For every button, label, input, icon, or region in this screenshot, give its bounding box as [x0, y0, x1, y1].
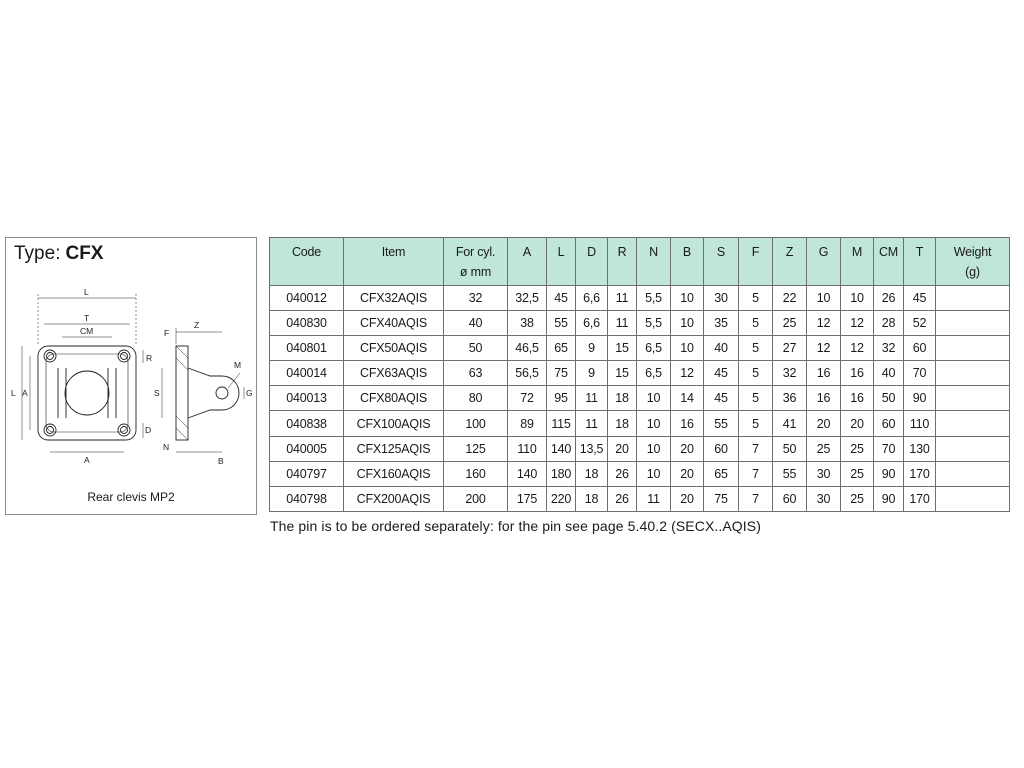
table-cell: 15: [608, 361, 637, 386]
table-cell: [936, 386, 1010, 411]
table-cell: 5: [739, 336, 773, 361]
table-cell: 040830: [270, 311, 344, 336]
table-cell: CFX80AQIS: [344, 386, 444, 411]
table-cell: 16: [841, 361, 874, 386]
table-cell: 32,5: [508, 286, 547, 311]
table-cell: 15: [608, 336, 637, 361]
table-cell: 10: [637, 411, 671, 436]
table-cell: 6,6: [576, 311, 608, 336]
table-cell: 11: [637, 486, 671, 511]
table-cell: 46,5: [508, 336, 547, 361]
table-cell: 140: [547, 436, 576, 461]
column-header: [773, 238, 807, 286]
table-cell: 55: [547, 311, 576, 336]
type-title: [14, 243, 103, 265]
table-cell: 30: [704, 286, 739, 311]
table-cell: 16: [671, 411, 704, 436]
drawing-caption: Rear clevis MP2: [87, 490, 175, 504]
table-cell: 12: [807, 311, 841, 336]
table-cell: 040838: [270, 411, 344, 436]
table-cell: 30: [807, 486, 841, 511]
table-cell: 10: [671, 336, 704, 361]
table-cell: 25: [841, 461, 874, 486]
table-cell: 140: [508, 461, 547, 486]
table-cell: 110: [508, 436, 547, 461]
dim-label-z: Z: [194, 320, 200, 330]
table-row: [270, 311, 1010, 336]
table-cell: 60: [704, 436, 739, 461]
table-cell: 28: [874, 311, 904, 336]
table-body: [270, 286, 1010, 512]
column-header: [807, 238, 841, 286]
table-cell: 14: [671, 386, 704, 411]
table-cell: 16: [807, 361, 841, 386]
table-cell: CFX40AQIS: [344, 311, 444, 336]
table-cell: 40: [874, 361, 904, 386]
dim-label-g: G: [246, 388, 253, 398]
table-cell: [936, 436, 1010, 461]
dim-label-t: T: [84, 313, 90, 323]
table-cell: 65: [547, 336, 576, 361]
table-cell: 5: [739, 386, 773, 411]
table-cell: [936, 486, 1010, 511]
table-row: [270, 486, 1010, 511]
dim-label-f: F: [164, 328, 170, 338]
table-cell: 7: [739, 486, 773, 511]
table-cell: 11: [576, 411, 608, 436]
table-cell: 32: [773, 361, 807, 386]
table-cell: 170: [904, 461, 936, 486]
column-header-line1: R: [617, 245, 627, 259]
table-row: [270, 361, 1010, 386]
table-cell: 130: [904, 436, 936, 461]
table-cell: 10: [807, 286, 841, 311]
table-cell: 95: [547, 386, 576, 411]
table-cell: 70: [874, 436, 904, 461]
table-cell: 20: [671, 486, 704, 511]
table-cell: 90: [874, 461, 904, 486]
column-header-line1: M: [851, 245, 863, 259]
table-cell: 75: [547, 361, 576, 386]
table-cell: CFX200AQIS: [344, 486, 444, 511]
table-cell: 6,5: [637, 336, 671, 361]
table-cell: 45: [704, 361, 739, 386]
table-cell: 180: [547, 461, 576, 486]
table-cell: 20: [841, 411, 874, 436]
table-cell: 9: [576, 336, 608, 361]
table-row: [270, 411, 1010, 436]
column-header-line1: Weight: [953, 245, 992, 259]
table-cell: 63: [444, 361, 508, 386]
table-cell: 40: [444, 311, 508, 336]
table-cell: 040012: [270, 286, 344, 311]
table-row: [270, 336, 1010, 361]
type-label: Type:: [14, 243, 61, 264]
table-cell: 30: [807, 461, 841, 486]
spec-table: [269, 237, 1010, 512]
table-cell: 50: [444, 336, 508, 361]
table-cell: 50: [874, 386, 904, 411]
dim-label-m: M: [234, 360, 242, 370]
table-cell: 90: [904, 386, 936, 411]
table-cell: 160: [444, 461, 508, 486]
table-cell: [936, 311, 1010, 336]
table-row: [270, 461, 1010, 486]
table-cell: 55: [704, 411, 739, 436]
table-cell: 26: [608, 486, 637, 511]
column-header: [841, 238, 874, 286]
table-cell: 20: [671, 461, 704, 486]
table-cell: 80: [444, 386, 508, 411]
column-header: [637, 238, 671, 286]
dim-label-b: B: [218, 456, 224, 466]
table-cell: 220: [547, 486, 576, 511]
column-header: [704, 238, 739, 286]
table-cell: 10: [841, 286, 874, 311]
table-row: [270, 436, 1010, 461]
table-cell: 45: [904, 286, 936, 311]
table-cell: 25: [807, 436, 841, 461]
column-header: [508, 238, 547, 286]
table-cell: 18: [608, 411, 637, 436]
table-cell: 100: [444, 411, 508, 436]
table-cell: 27: [773, 336, 807, 361]
dim-label-l-left: L: [11, 388, 16, 398]
column-header-line2: (g): [965, 265, 980, 279]
table-cell: 040797: [270, 461, 344, 486]
table-cell: 11: [576, 386, 608, 411]
table-cell: 5: [739, 361, 773, 386]
column-header-line1: Code: [291, 245, 322, 259]
column-header-line1: B: [682, 245, 692, 259]
table-cell: 5: [739, 311, 773, 336]
table-cell: 60: [904, 336, 936, 361]
dim-label-n: N: [163, 442, 170, 452]
column-header-line1: L: [557, 245, 565, 259]
table-cell: 40: [704, 336, 739, 361]
pin-note: The pin is to be ordered separately: for the pin see page 5.40.2 (SECX..AQIS): [270, 518, 761, 534]
column-header: [739, 238, 773, 286]
table-cell: 175: [508, 486, 547, 511]
table-cell: 60: [874, 411, 904, 436]
column-header: [904, 238, 936, 286]
table-cell: 11: [608, 311, 637, 336]
table-cell: 20: [608, 436, 637, 461]
type-code: CFX: [65, 243, 104, 264]
dim-label-l: L: [84, 287, 89, 297]
table-cell: 16: [841, 386, 874, 411]
column-header-line1: N: [649, 245, 658, 259]
table-cell: CFX125AQIS: [344, 436, 444, 461]
table-cell: 13,5: [576, 436, 608, 461]
table-cell: [936, 336, 1010, 361]
table-cell: 18: [608, 386, 637, 411]
table-cell: 45: [547, 286, 576, 311]
table-cell: 36: [773, 386, 807, 411]
table-cell: 41: [773, 411, 807, 436]
column-header-line1: Z: [785, 245, 794, 259]
table-cell: 125: [444, 436, 508, 461]
table-cell: 5: [739, 286, 773, 311]
table-cell: 60: [773, 486, 807, 511]
table-cell: 5: [739, 411, 773, 436]
column-header-line1: D: [587, 245, 596, 259]
column-header: [608, 238, 637, 286]
table-cell: 25: [773, 311, 807, 336]
table-cell: 18: [576, 461, 608, 486]
table-cell: 35: [704, 311, 739, 336]
dim-label-cm: CM: [80, 326, 94, 336]
table-cell: 16: [807, 386, 841, 411]
table-cell: [936, 286, 1010, 311]
table-cell: 75: [704, 486, 739, 511]
table-cell: 70: [904, 361, 936, 386]
column-header-line1: G: [818, 245, 829, 259]
table-cell: 90: [874, 486, 904, 511]
table-cell: 170: [904, 486, 936, 511]
column-header-line2: ø mm: [459, 265, 492, 279]
table-cell: 52: [904, 311, 936, 336]
table-cell: 11: [608, 286, 637, 311]
table-cell: 6,6: [576, 286, 608, 311]
table-cell: CFX32AQIS: [344, 286, 444, 311]
column-header-line1: S: [716, 245, 726, 259]
table-cell: 32: [874, 336, 904, 361]
column-header-line1: A: [522, 245, 532, 259]
table-cell: 20: [807, 411, 841, 436]
table-cell: CFX50AQIS: [344, 336, 444, 361]
table-cell: 26: [608, 461, 637, 486]
table-cell: [936, 461, 1010, 486]
table-cell: 32: [444, 286, 508, 311]
table-cell: CFX100AQIS: [344, 411, 444, 436]
table-cell: 12: [671, 361, 704, 386]
table-cell: 50: [773, 436, 807, 461]
dim-label-s: S: [154, 388, 160, 398]
table-cell: 10: [637, 386, 671, 411]
table-row: [270, 286, 1010, 311]
table-cell: 6,5: [637, 361, 671, 386]
column-header: [444, 238, 508, 286]
table-cell: CFX160AQIS: [344, 461, 444, 486]
table-cell: 12: [841, 311, 874, 336]
table-cell: 040013: [270, 386, 344, 411]
table-cell: 040014: [270, 361, 344, 386]
table-cell: 9: [576, 361, 608, 386]
column-header: [936, 238, 1010, 286]
table-cell: 7: [739, 461, 773, 486]
table-cell: 10: [671, 311, 704, 336]
table-cell: 110: [904, 411, 936, 436]
table-cell: 18: [576, 486, 608, 511]
dim-label-a-left: A: [22, 388, 28, 398]
table-cell: 10: [637, 436, 671, 461]
table-row: [270, 386, 1010, 411]
column-header: [874, 238, 904, 286]
table-cell: [936, 411, 1010, 436]
table-cell: 26: [874, 286, 904, 311]
table-cell: 89: [508, 411, 547, 436]
table-cell: CFX63AQIS: [344, 361, 444, 386]
table-cell: 22: [773, 286, 807, 311]
table-cell: 200: [444, 486, 508, 511]
column-header: [671, 238, 704, 286]
type-box: [5, 237, 257, 515]
column-header-line1: Item: [381, 245, 406, 259]
table-cell: 12: [841, 336, 874, 361]
table-cell: 040005: [270, 436, 344, 461]
table-cell: 7: [739, 436, 773, 461]
table-cell: 56,5: [508, 361, 547, 386]
table-cell: 38: [508, 311, 547, 336]
table-cell: 25: [841, 486, 874, 511]
table-cell: 65: [704, 461, 739, 486]
column-header-line1: F: [751, 245, 760, 259]
column-header: [547, 238, 576, 286]
table-cell: 55: [773, 461, 807, 486]
table-cell: 72: [508, 386, 547, 411]
table-cell: 45: [704, 386, 739, 411]
table-cell: 5,5: [637, 311, 671, 336]
table-cell: 10: [671, 286, 704, 311]
clevis-drawing: [8, 278, 256, 488]
table-cell: 5,5: [637, 286, 671, 311]
dim-label-d: D: [145, 425, 152, 435]
column-header-line1: For cyl.: [455, 245, 496, 259]
column-header: [270, 238, 344, 286]
column-header-line1: CM: [878, 245, 899, 259]
table-cell: 20: [671, 436, 704, 461]
table-cell: 10: [637, 461, 671, 486]
table-header-row: [270, 238, 1010, 286]
dim-label-r: R: [146, 353, 153, 363]
dim-label-a-bottom: A: [84, 455, 90, 465]
table-cell: [936, 361, 1010, 386]
column-header: [344, 238, 444, 286]
table-cell: 040798: [270, 486, 344, 511]
table-cell: 12: [807, 336, 841, 361]
column-header: [576, 238, 608, 286]
column-header-line1: T: [915, 245, 924, 259]
table-cell: 25: [841, 436, 874, 461]
table-cell: 115: [547, 411, 576, 436]
table-cell: 040801: [270, 336, 344, 361]
